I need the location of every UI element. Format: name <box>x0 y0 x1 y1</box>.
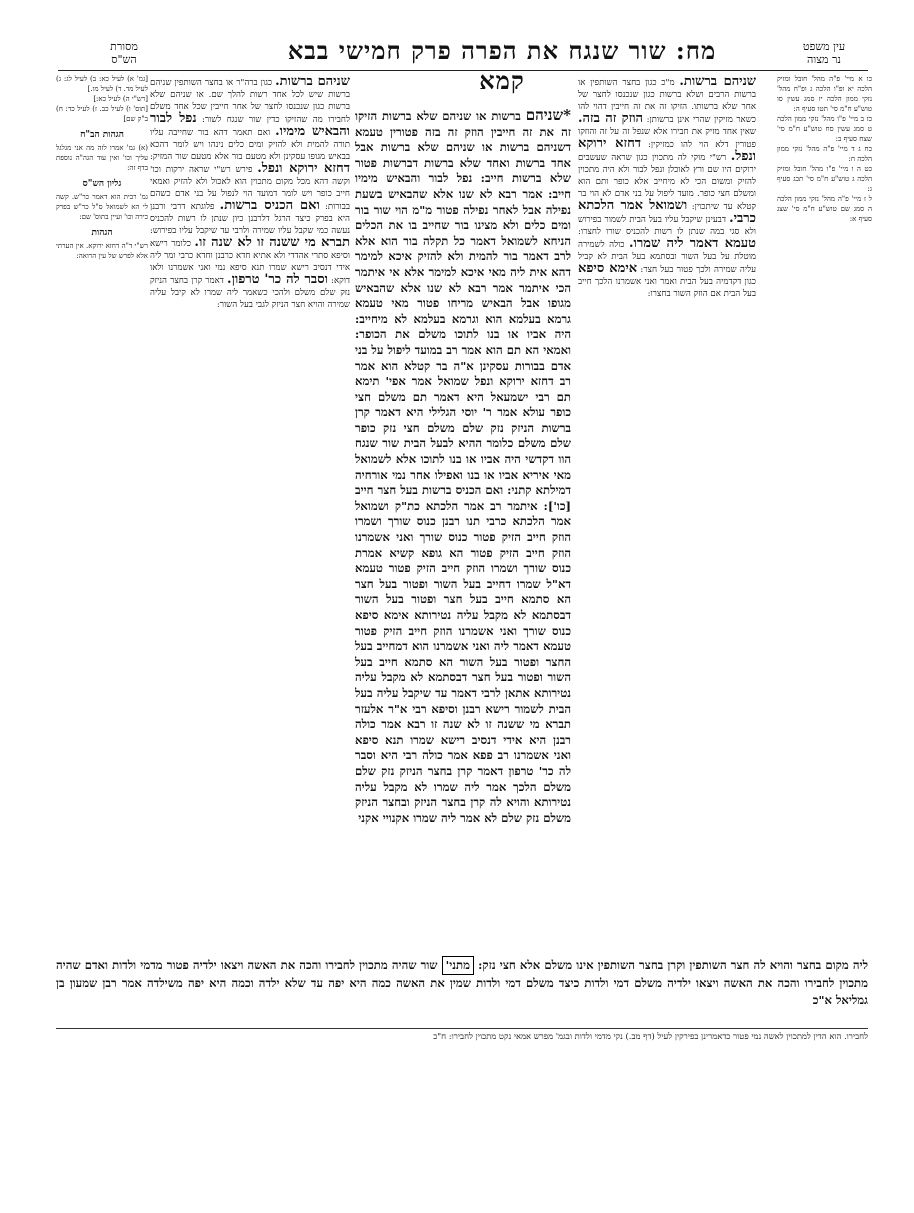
mesorah-entry: [תוס' ו) לעיל כב. ז) לעיל כד: ח) ב"ק שם] <box>56 105 148 123</box>
gemara-opening-word: *שניהם <box>525 108 571 124</box>
tosafot-text: כלומר רישא וסיפא סתרי אהדדי ולא אתיא חדא כרבנן וחדא כרבי ומר ליה אידי דנסיב רישא שמרו תנא סיפא נמי ואני אשמרנו ולאו דוקא: <box>150 239 350 286</box>
footnote-divider <box>56 1028 868 1029</box>
tosafot-text: פירש רש"י שראה ירקות וכו' וקשה דהא מכל מקום מתכוין הוא לאכול ולא להזיק ואמאי חייב כופר ויש לומר דמועד הוי לנפול על בני אדם כשהם בבורות: <box>150 165 350 212</box>
tosafot-text: דאמר קרן בחצר הניזק נזק שלם משלם ולהכי כשאמר ליה שמרו לא קיבל עליה שמירה והויא חצר הניזק לגבי בעל השור: <box>150 276 350 310</box>
ein-mishpat-column <box>777 74 872 224</box>
rashi-text: כגון דקדמיה בעל הבית ואמר ואני אשמרנו הלכך חייב בעל הבית אם הוזק השור בחצרו: <box>578 277 756 299</box>
mesorah-heading: מסורת הש"ס <box>110 40 138 66</box>
ein-mishpat-entry: ל ז מיי' פ"ה מהל' נזקי ממון הלכה ה סמג שם טוש"ע ח"מ סי' שצג סעיף א: <box>777 195 872 223</box>
dibur-hamatchil: נפל לבור והבאיש מימיו. <box>150 111 350 139</box>
dibur-hamatchil: תברא מי ששנה זו לא שנה זו. <box>194 235 350 250</box>
tosafot-text: ואם תאמר דהא בור שחייבה עליו תורה להמית ולא להזיק ומים כלים נינהו ויש לומר דהכא בבאיש מגופו עסקינן ולא מטעם בור אלא מטעם שור המזיק: <box>150 128 350 162</box>
ein-mishpat-heading: עין משפט נר מצוה <box>802 40 846 66</box>
ein-mishpat-entry: כו א מיי' פ"ה מהל' חובל ומזיק הלכה יא ופ"ו הלכה ג ופ"ח מהל' נזקי ממון הלכה יז סמג עשין סו טוש"ע ח"מ סי' תטו סעיף ה: <box>777 75 872 113</box>
gilyon-hashas-heading: גליון הש"ס <box>82 179 122 189</box>
mishnah-label: מתני' <box>442 956 474 975</box>
dibur-hamatchil: טעמא דאמר ליה שמרו. <box>629 236 756 251</box>
mesorah-entry: [גמ' א) לעיל כא: ב) לעיל לג: ג) לעיל מד. ד) לעיל מו.] <box>56 75 148 93</box>
hagahot-habach-text: (א) גמ' אמרו לזה מה אני מגלגל עליך וכו' ואין עוד הגה"ה נוספת בדף זה: <box>56 144 148 172</box>
dibur-hamatchil: שניהם ברשות. <box>275 76 350 89</box>
ein-mishpat-entry: כט ה ו מיי' פ"ו מהל' חובל ומזיק הלכה ג טוש"ע ח"מ סי' תכג סעיף ג: <box>777 165 872 193</box>
ein-mishpat-entry: כח ג ד מיי' פ"ה מהל' נזקי ממון הלכה ח: <box>777 145 872 163</box>
header-rule <box>58 70 868 71</box>
dibur-hamatchil: וסבר לה כר' טרפון. <box>227 272 328 287</box>
dibur-hamatchil: דחזא ירוקא ונפל. <box>578 136 756 164</box>
hagahot-text: רש"י ד"ה דחזא ירוקא. אין הערתי אלא לפרש של עין הרואה: <box>56 242 148 260</box>
bottom-footnote <box>56 1026 868 1042</box>
rashi-text: דבעינן שיקבל עליו בעל הבית לשמור בפירוש ולא סגי במה שנתן לו רשות להכניס שורו לחצרו: <box>578 215 756 237</box>
rashi-text: מ"כ כגון בחצר השותפין או ברשות הרבים ושלא ברשות כגון שנכנסו לחצר של אחר שלא ברשותו. הזיקו זה את זה חייבין דהוי להו כשאר מזיקין שהרי אינן ברשותן: <box>578 78 756 125</box>
hagahot-heading: הגהות <box>91 228 113 238</box>
ein-mishpat-entry: כז ב מיי' פ"ו מהל' נזקי ממון הלכה ט סמג עשין סח טוש"ע ח"מ סי' שצח סעיף ב: <box>777 115 872 143</box>
gemara-body: ברשות או שניהם שלא ברשות הזיקו זה את זה חייבין הוזק זה בזה פטורין טעמא דשניהם ברשות או שניהם שלא ברשות אבל אחד ברשות ואחד שלא ברשות דברשות פטור שלא ברשות חייב: נפל לבור והבאיש מימיו חייב: אמר רבא לא שנו אלא שהבאיש בשעת נפילה אבל לאחר נפילה פטור מ"מ הוי שור בור ומים כלים ולא מצינו בור שחייב בו את הכלים הניחא לשמואל דאמר כל תקלה בור הוא אלא לרב דאמר בור להמית ולא להזיק איכא למימר דהא אית ליה מאי איכא למימר אלא אי איתמר הכי איתמר אמר רבא לא שנו אלא שהבאיש מגופו אבל הבאיש מריחו פטור מאי טעמא גרמא בעלמא הוא וגרמא בעלמא לא מיחייב: היה אביו או בנו לתוכו משלם את הכופר: ואמאי הא תם הוא אמר רב במועד ליפול על בני אדם בבורות עסקינן א"ה בר קטלא הוא אמר רב דחזא ירוקא ונפל שמואל אמר אפי' תימא תם רבי ישמעאל היא דאמר תם משלם חצי כופר עולא אמר ר' יוסי הגלילי היא דאמר קרן ברשות הניזק נזק שלם משלם חצי נזק כופר שלם משלם כלומר ההיא לבעל הבית שור שנגח הוו דקדשי היה אביו או בנו לתוכו אלא לשמואל מאי איריא אביו או בנו ואפילו אחר נמי אורחיה דמילתא קתני: ואם הכניס ברשות בעל חצר חייב [כו']: איתמר רב אמר הלכתא כת"ק ושמואל אמר הלכתא כרבי תנו רבנן כנוס שורך ושמרו הוזק חייב הזיק פטור כנוס שורך ואני אשמרנו הוזק חייב הזיק פטור הא גופא קשיא אמרת כנוס שורך ושמרו הוזק חייב הזיק פטור טעמא דא"ל שמרו דחייב בעל השור ופטור בעל חצר הא סתמא חייב בעל חצר ופטור בעל השור דבסתמא לא מקבל עליה נטירותא אימא סיפא כנוס שורך ואני אשמרנו הוזק חייב הזיק פטור טעמא דאמר ליה ואני אשמרנו הוא דמחייב בעל החצר ופטור בעל השור הא סתמא חייב בעל השור ופטור בעל חצר דבסתמא לא מקבל עליה נטירותא אתאן לרבי דאמר עד שיקבל עליה בעל הבית לשמור רישא רבנן וסיפא רבי א"ר אלעזר תברא מי ששנה זו לא שנה זו רבא אמר כולה רבנן היא אידי דנסיב רישא שמרו תנא סיפא ואני אשמרנו רב פפא אמר כולה רבי היא וסבר לה כר' טרפון דאמר קרן בחצר הניזק נזק שלם משלם הלכך אמר ליה שמרו לא מקבל עליה נטירותא והויא לה קרן בחצר הניזק ובחצר הניזק משלם נזק שלם לא אמר ליה שמרו אקנויי אקני <box>355 109 571 825</box>
rashi-commentary <box>578 76 756 300</box>
dibur-hamatchil: ושמואל אמר הלכתא כרבי. <box>578 198 756 226</box>
mesorah-column <box>56 74 148 261</box>
tosafot-text: פלוגתא דרבי ורבנן היא בפרק כיצד הרגל דלרבנן כיון שנתן לו רשות להכניס נעשה כמי שקבל עליו שמירה ולרבי עד שיקבל עליו בפירוש: <box>150 202 350 236</box>
gemara-continuation: ליה מקום בחצר והויא לה חצר השותפין וקרן בחצר השותפין אינו משלם אלא חצי נזק: <box>478 958 868 972</box>
rashi-text: רש"י מוקי לה מתכוין כגון שראה שעשבים ירוקים היו שם ורץ לאוכלן ונפל לבור ולא היה מתכוין להזיק ומשום הכי לא מיחייב אלא כופר ותם הוא ומשלם חצי כופר. מועד ליפול על בני אדם לא הוי בר קטלא עד שיתכוין: <box>578 153 756 212</box>
dibur-hamatchil: דחזא ירוקא ונפל. <box>257 161 350 176</box>
dibur-hamatchil: הוזק זה בזה. <box>578 111 644 126</box>
tosafot-text: כגון ברה"ר או בחצר השותפין שניהם ברשות שיש לכל אחד רשות להלך שם. או שניהם שלא ברשות כגון שנכנסו לחצר של אחר חייבין שכל אחד משלם לחבירו מה שהזיקו כדין שור שנגח לשור: <box>150 78 350 125</box>
tosafot-commentary <box>150 76 350 311</box>
gilyon-hashas-text: גמ' רבית הוא דאמר כר"ש. קשה לי הא לשמואל ס"ל כר"ש בפרק כירה וכו' ועיין בתוס' שם: <box>56 193 148 221</box>
dibur-hamatchil: ואם הכניס ברשות. <box>219 198 320 213</box>
bottom-gemara <box>56 956 868 1009</box>
mishnah-text: שור שהיה מתכוין לחבירו והכה את האשה ויצאו ילדיה פטור מדמי ולדות ואדם שהיה מתכוין לחבירו והכה את האשה ויצאו ילדיה משלם דמי ולדות כיצד משלם דמי ולדות שמין את האשה כמה היא יפה עד שלא ילדה וכמה היא יפה משילדה אמר רבן שמעון בן גמליאל א"כ <box>56 958 868 1007</box>
hagahot-habach-heading: הגהות הב"ח <box>80 130 124 140</box>
rashi-text: כולה לשמירה מוטלת על בעל השור ובסתמא בעל הבית לא קביל עליה שמירה ולכך פטור בעל חצר: <box>578 240 756 275</box>
mesorah-entry: [רש"י ה) לעיל כא:] <box>93 95 148 103</box>
rashi-text: שאין אחד מזיק את חבירו אלא שנפל זה על זה והוזקו פטורין דלא הוי להו כמזיקין: <box>578 127 756 150</box>
gemara-text <box>355 108 571 826</box>
page-title: מח: שור שנגח את הפרה פרק חמישי בבא קמא <box>287 36 717 95</box>
dibur-hamatchil: אימא סיפא <box>578 261 638 276</box>
footnote-text: לחבירו. הוא הדין למתכוין לאשה נמי פטור כדאמרינן בפירקין לעיל (דף מב.) נקי מדמי ולדות ובגמ' מפרש אמאי נקט מתכוין לחבירו: ח"כ <box>433 1031 868 1041</box>
dibur-hamatchil: שניהם ברשות. <box>679 76 756 89</box>
